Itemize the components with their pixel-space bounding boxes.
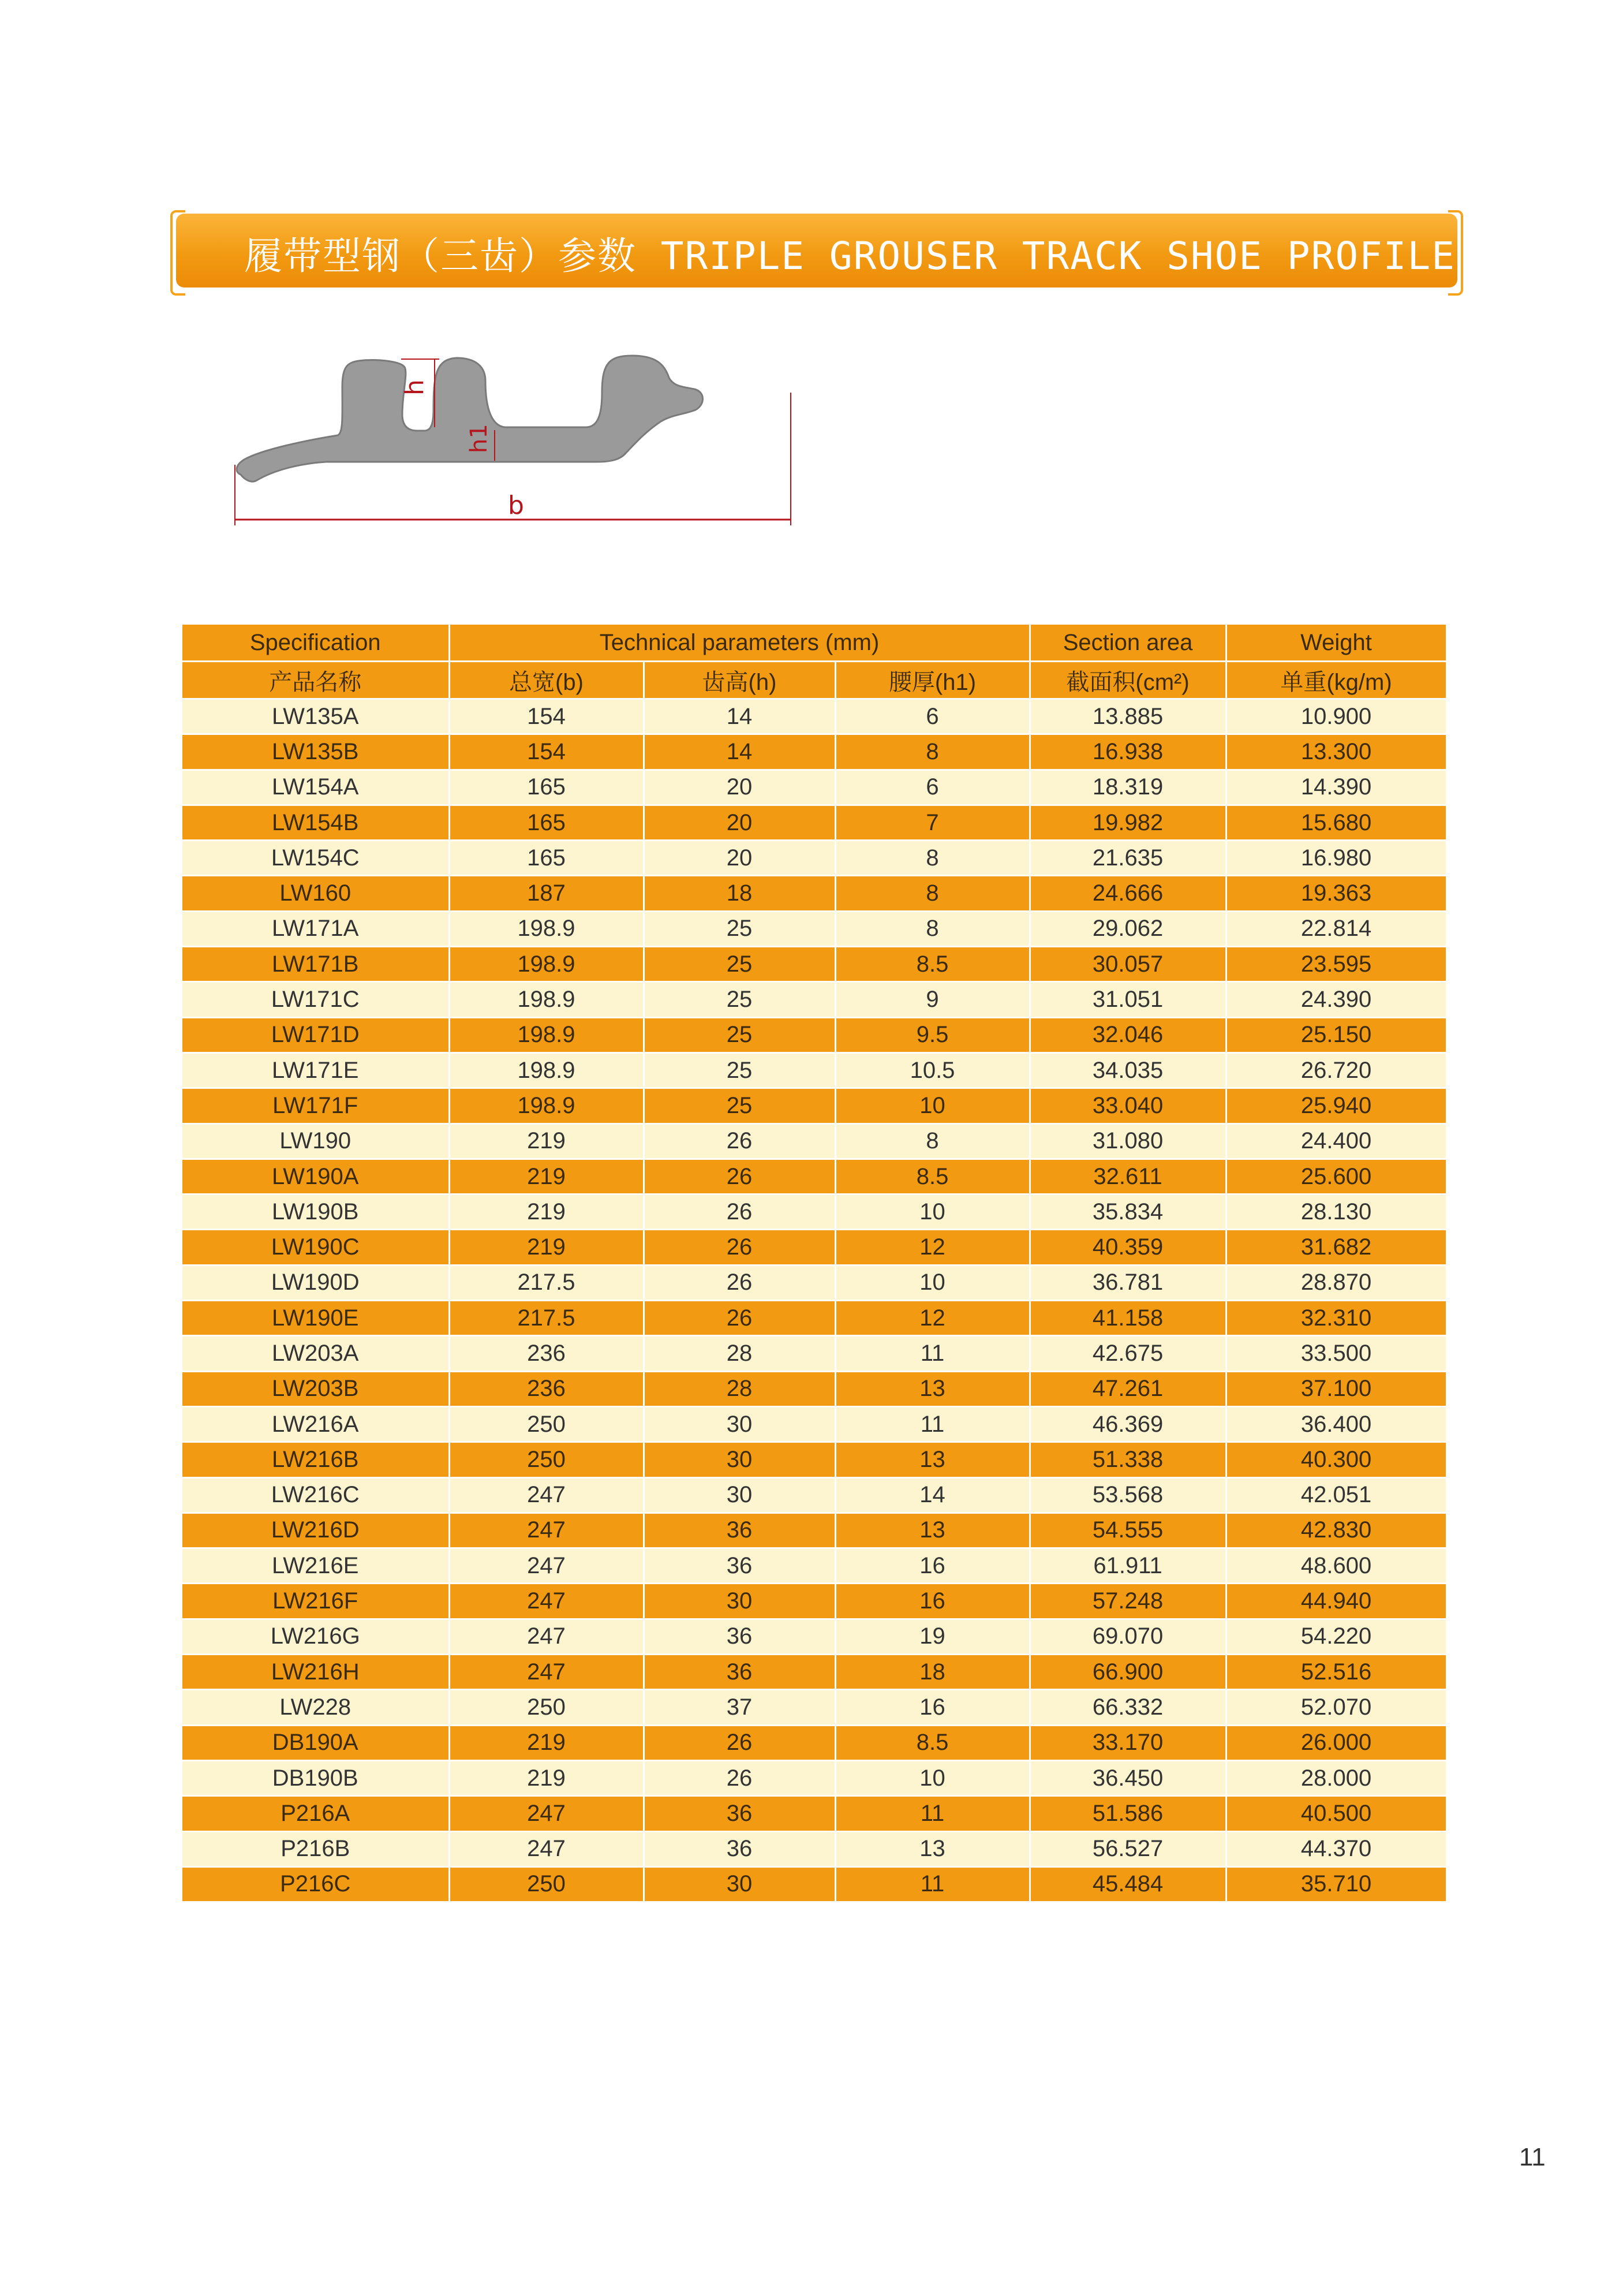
cell-weight: 24.400 xyxy=(1226,1123,1446,1159)
table-row xyxy=(182,805,1446,840)
header-weight: Weight xyxy=(1226,625,1446,662)
cell-grouser-height: 30 xyxy=(644,1477,835,1513)
cell-waist-thickness: 11 xyxy=(835,1336,1030,1371)
cell-weight: 25.150 xyxy=(1226,1017,1446,1052)
cell-total-width: 198.9 xyxy=(449,982,644,1017)
cell-waist-thickness: 14 xyxy=(835,1477,1030,1513)
cell-total-width: 198.9 xyxy=(449,947,644,982)
cell-waist-thickness: 13 xyxy=(835,1442,1030,1477)
cell-waist-thickness: 13 xyxy=(835,1513,1030,1548)
cell-waist-thickness: 19 xyxy=(835,1619,1030,1654)
cell-section-area: 40.359 xyxy=(1030,1230,1226,1265)
cell-section-area: 69.070 xyxy=(1030,1619,1226,1654)
cell-grouser-height: 26 xyxy=(644,1230,835,1265)
cell-total-width: 217.5 xyxy=(449,1265,644,1300)
cell-model: DB190B xyxy=(182,1760,449,1795)
cell-model: LW171F xyxy=(182,1088,449,1123)
cell-section-area: 34.035 xyxy=(1030,1052,1226,1088)
cell-model: DB190A xyxy=(182,1725,449,1760)
cell-section-area: 66.332 xyxy=(1030,1690,1226,1725)
cell-weight: 40.500 xyxy=(1226,1796,1446,1831)
cell-waist-thickness: 7 xyxy=(835,805,1030,840)
cell-weight: 54.220 xyxy=(1226,1619,1446,1654)
cell-grouser-height: 25 xyxy=(644,1017,835,1052)
cell-waist-thickness: 12 xyxy=(835,1230,1030,1265)
cell-model: LW203B xyxy=(182,1371,449,1406)
cell-weight: 32.310 xyxy=(1226,1301,1446,1336)
cell-waist-thickness: 8 xyxy=(835,876,1030,911)
cell-total-width: 250 xyxy=(449,1406,644,1442)
cell-grouser-height: 30 xyxy=(644,1406,835,1442)
table-body xyxy=(182,699,1446,1902)
cell-section-area: 19.982 xyxy=(1030,805,1226,840)
cell-section-area: 45.484 xyxy=(1030,1866,1226,1902)
cell-grouser-height: 26 xyxy=(644,1301,835,1336)
cell-waist-thickness: 16 xyxy=(835,1690,1030,1725)
cell-total-width: 247 xyxy=(449,1477,644,1513)
cell-total-width: 219 xyxy=(449,1725,644,1760)
cell-grouser-height: 26 xyxy=(644,1725,835,1760)
cell-waist-thickness: 9.5 xyxy=(835,1017,1030,1052)
cell-section-area: 30.057 xyxy=(1030,947,1226,982)
cell-model: LW203A xyxy=(182,1336,449,1371)
cell-model: LW216D xyxy=(182,1513,449,1548)
cell-grouser-height: 20 xyxy=(644,841,835,876)
cell-grouser-height: 18 xyxy=(644,876,835,911)
table-row xyxy=(182,982,1446,1017)
cell-total-width: 247 xyxy=(449,1831,644,1866)
cell-waist-thickness: 8 xyxy=(835,734,1030,770)
cell-total-width: 198.9 xyxy=(449,1017,644,1052)
cell-weight: 26.000 xyxy=(1226,1725,1446,1760)
table-row xyxy=(182,1301,1446,1336)
header-total-width: 总宽(b) xyxy=(449,662,644,699)
table-row xyxy=(182,1194,1446,1230)
cell-weight: 24.390 xyxy=(1226,982,1446,1017)
header-technical-parameters: Technical parameters (mm) xyxy=(449,625,1030,662)
table-row xyxy=(182,1584,1446,1619)
page-number: 11 xyxy=(1519,2143,1546,2171)
cell-waist-thickness: 11 xyxy=(835,1406,1030,1442)
cell-total-width: 247 xyxy=(449,1513,644,1548)
cell-section-area: 51.338 xyxy=(1030,1442,1226,1477)
cell-model: LW171A xyxy=(182,911,449,946)
cell-model: LW171E xyxy=(182,1052,449,1088)
cell-model: LW135B xyxy=(182,734,449,770)
cell-model: LW171B xyxy=(182,947,449,982)
cell-grouser-height: 36 xyxy=(644,1655,835,1690)
cell-model: LW154C xyxy=(182,841,449,876)
cell-total-width: 219 xyxy=(449,1194,644,1230)
cell-grouser-height: 28 xyxy=(644,1371,835,1406)
table-row xyxy=(182,1088,1446,1123)
cell-model: LW190A xyxy=(182,1159,449,1194)
cell-waist-thickness: 12 xyxy=(835,1301,1030,1336)
cell-grouser-height: 30 xyxy=(644,1866,835,1902)
cell-weight: 28.130 xyxy=(1226,1194,1446,1230)
cell-section-area: 36.450 xyxy=(1030,1760,1226,1795)
cell-total-width: 236 xyxy=(449,1371,644,1406)
cell-weight: 19.363 xyxy=(1226,876,1446,911)
cell-grouser-height: 25 xyxy=(644,911,835,946)
cell-model: LW216E xyxy=(182,1548,449,1584)
cell-model: P216C xyxy=(182,1866,449,1902)
cell-section-area: 31.080 xyxy=(1030,1123,1226,1159)
cell-waist-thickness: 8.5 xyxy=(835,1159,1030,1194)
cell-grouser-height: 14 xyxy=(644,699,835,734)
cell-section-area: 32.046 xyxy=(1030,1017,1226,1052)
header-grouser-height: 齿高(h) xyxy=(644,662,835,699)
cell-grouser-height: 25 xyxy=(644,1052,835,1088)
header-row-en xyxy=(182,625,1446,662)
cell-weight: 15.680 xyxy=(1226,805,1446,840)
label-b: b xyxy=(508,491,524,520)
cell-weight: 52.516 xyxy=(1226,1655,1446,1690)
cell-weight: 48.600 xyxy=(1226,1548,1446,1584)
cell-grouser-height: 25 xyxy=(644,947,835,982)
table-row xyxy=(182,1159,1446,1194)
table-row xyxy=(182,734,1446,770)
cell-section-area: 13.885 xyxy=(1030,699,1226,734)
cell-total-width: 187 xyxy=(449,876,644,911)
cell-model: LW216G xyxy=(182,1619,449,1654)
cell-model: LW135A xyxy=(182,699,449,734)
table-row xyxy=(182,1017,1446,1052)
cell-grouser-height: 14 xyxy=(644,734,835,770)
cell-grouser-height: 26 xyxy=(644,1265,835,1300)
cell-section-area: 36.781 xyxy=(1030,1265,1226,1300)
header-specification: Specification xyxy=(182,625,449,662)
cell-section-area: 61.911 xyxy=(1030,1548,1226,1584)
cell-total-width: 165 xyxy=(449,770,644,805)
cell-section-area: 42.675 xyxy=(1030,1336,1226,1371)
cell-waist-thickness: 10 xyxy=(835,1194,1030,1230)
cell-model: LW216H xyxy=(182,1655,449,1690)
cell-section-area: 29.062 xyxy=(1030,911,1226,946)
table-row xyxy=(182,770,1446,805)
cell-total-width: 165 xyxy=(449,841,644,876)
cell-weight: 35.710 xyxy=(1226,1866,1446,1902)
cell-total-width: 219 xyxy=(449,1159,644,1194)
cell-weight: 25.600 xyxy=(1226,1159,1446,1194)
cell-grouser-height: 20 xyxy=(644,805,835,840)
cell-grouser-height: 28 xyxy=(644,1336,835,1371)
cell-model: LW190B xyxy=(182,1194,449,1230)
cell-total-width: 219 xyxy=(449,1123,644,1159)
cell-weight: 16.980 xyxy=(1226,841,1446,876)
table-row xyxy=(182,1513,1446,1548)
cell-total-width: 247 xyxy=(449,1548,644,1584)
cell-grouser-height: 25 xyxy=(644,1088,835,1123)
table-row xyxy=(182,1230,1446,1265)
cell-waist-thickness: 8 xyxy=(835,911,1030,946)
cell-section-area: 57.248 xyxy=(1030,1584,1226,1619)
cell-weight: 31.682 xyxy=(1226,1230,1446,1265)
banner-left-bracket xyxy=(170,210,185,296)
cell-waist-thickness: 11 xyxy=(835,1866,1030,1902)
cell-waist-thickness: 10 xyxy=(835,1760,1030,1795)
cell-total-width: 198.9 xyxy=(449,1088,644,1123)
cell-total-width: 250 xyxy=(449,1866,644,1902)
cell-grouser-height: 20 xyxy=(644,770,835,805)
cell-total-width: 198.9 xyxy=(449,911,644,946)
table-row xyxy=(182,1442,1446,1477)
label-h: h xyxy=(400,379,429,395)
cell-waist-thickness: 13 xyxy=(835,1831,1030,1866)
cell-section-area: 47.261 xyxy=(1030,1371,1226,1406)
cell-waist-thickness: 8.5 xyxy=(835,1725,1030,1760)
cell-weight: 44.940 xyxy=(1226,1584,1446,1619)
cell-model: LW190D xyxy=(182,1265,449,1300)
table-row xyxy=(182,947,1446,982)
cell-weight: 36.400 xyxy=(1226,1406,1446,1442)
cell-grouser-height: 36 xyxy=(644,1796,835,1831)
cell-total-width: 247 xyxy=(449,1584,644,1619)
cell-waist-thickness: 11 xyxy=(835,1796,1030,1831)
cell-total-width: 247 xyxy=(449,1655,644,1690)
cell-section-area: 41.158 xyxy=(1030,1301,1226,1336)
cell-total-width: 250 xyxy=(449,1690,644,1725)
cell-total-width: 165 xyxy=(449,805,644,840)
header-unit-weight: 单重(kg/m) xyxy=(1226,662,1446,699)
cell-model: LW216B xyxy=(182,1442,449,1477)
table-row xyxy=(182,1760,1446,1795)
cell-section-area: 18.319 xyxy=(1030,770,1226,805)
cell-grouser-height: 26 xyxy=(644,1159,835,1194)
cell-section-area: 24.666 xyxy=(1030,876,1226,911)
cell-model: LW216F xyxy=(182,1584,449,1619)
cell-weight: 40.300 xyxy=(1226,1442,1446,1477)
cell-model: LW154A xyxy=(182,770,449,805)
cell-section-area: 56.527 xyxy=(1030,1831,1226,1866)
table-row xyxy=(182,1548,1446,1584)
cell-weight: 28.870 xyxy=(1226,1265,1446,1300)
label-h1: h1 xyxy=(466,424,492,453)
cell-section-area: 54.555 xyxy=(1030,1513,1226,1548)
cell-section-area: 33.040 xyxy=(1030,1088,1226,1123)
cell-model: LW190C xyxy=(182,1230,449,1265)
cell-total-width: 154 xyxy=(449,734,644,770)
cell-section-area: 32.611 xyxy=(1030,1159,1226,1194)
table-row xyxy=(182,911,1446,946)
cell-grouser-height: 36 xyxy=(644,1548,835,1584)
header-product-name: 产品名称 xyxy=(182,662,449,699)
cell-grouser-height: 30 xyxy=(644,1442,835,1477)
cell-waist-thickness: 8 xyxy=(835,841,1030,876)
cell-weight: 23.595 xyxy=(1226,947,1446,982)
specification-table xyxy=(182,625,1448,1903)
cell-model: LW190 xyxy=(182,1123,449,1159)
cell-waist-thickness: 18 xyxy=(835,1655,1030,1690)
cell-waist-thickness: 10.5 xyxy=(835,1052,1030,1088)
cell-grouser-height: 26 xyxy=(644,1123,835,1159)
cell-weight: 10.900 xyxy=(1226,699,1446,734)
cell-total-width: 219 xyxy=(449,1760,644,1795)
cell-section-area: 35.834 xyxy=(1030,1194,1226,1230)
cell-section-area: 31.051 xyxy=(1030,982,1226,1017)
cell-model: LW160 xyxy=(182,876,449,911)
table-row xyxy=(182,1371,1446,1406)
header-section-area: Section area xyxy=(1030,625,1226,662)
table-row xyxy=(182,699,1446,734)
cell-waist-thickness: 8.5 xyxy=(835,947,1030,982)
table-row xyxy=(182,1866,1446,1902)
page-title: 履带型钢（三齿）参数 TRIPLE GROUSER TRACK SHOE PROFILE xyxy=(244,234,1456,278)
cell-section-area: 21.635 xyxy=(1030,841,1226,876)
cell-weight: 14.390 xyxy=(1226,770,1446,805)
cell-waist-thickness: 6 xyxy=(835,770,1030,805)
cell-grouser-height: 36 xyxy=(644,1513,835,1548)
table-row xyxy=(182,1336,1446,1371)
table-row xyxy=(182,1406,1446,1442)
table-row xyxy=(182,1725,1446,1760)
cell-waist-thickness: 8 xyxy=(835,1123,1030,1159)
table-row xyxy=(182,1619,1446,1654)
track-shoe-profile-shape xyxy=(237,356,702,481)
cell-total-width: 247 xyxy=(449,1619,644,1654)
cell-grouser-height: 30 xyxy=(644,1584,835,1619)
cell-weight: 22.814 xyxy=(1226,911,1446,946)
cell-section-area: 46.369 xyxy=(1030,1406,1226,1442)
cell-grouser-height: 37 xyxy=(644,1690,835,1725)
header-row-cn xyxy=(182,662,1446,699)
cell-model: LW228 xyxy=(182,1690,449,1725)
cell-grouser-height: 25 xyxy=(644,982,835,1017)
cell-weight: 28.000 xyxy=(1226,1760,1446,1795)
title-banner xyxy=(176,214,1457,288)
table-row xyxy=(182,1796,1446,1831)
cell-weight: 37.100 xyxy=(1226,1371,1446,1406)
table-row xyxy=(182,1655,1446,1690)
cell-section-area: 16.938 xyxy=(1030,734,1226,770)
table-row xyxy=(182,841,1446,876)
cell-model: LW171D xyxy=(182,1017,449,1052)
table-row xyxy=(182,876,1446,911)
cell-weight: 44.370 xyxy=(1226,1831,1446,1866)
cell-waist-thickness: 13 xyxy=(835,1371,1030,1406)
cell-waist-thickness: 10 xyxy=(835,1265,1030,1300)
cell-grouser-height: 36 xyxy=(644,1619,835,1654)
table-row xyxy=(182,1690,1446,1725)
cell-weight: 42.051 xyxy=(1226,1477,1446,1513)
table-row xyxy=(182,1052,1446,1088)
table-row xyxy=(182,1265,1446,1300)
cell-model: P216B xyxy=(182,1831,449,1866)
cell-model: LW154B xyxy=(182,805,449,840)
cell-total-width: 217.5 xyxy=(449,1301,644,1336)
cell-waist-thickness: 6 xyxy=(835,699,1030,734)
table-row xyxy=(182,1831,1446,1866)
cell-model: P216A xyxy=(182,1796,449,1831)
cell-grouser-height: 36 xyxy=(644,1831,835,1866)
cell-section-area: 53.568 xyxy=(1030,1477,1226,1513)
cell-total-width: 236 xyxy=(449,1336,644,1371)
track-shoe-profile-diagram xyxy=(228,346,817,543)
cell-waist-thickness: 16 xyxy=(835,1548,1030,1584)
cell-model: LW171C xyxy=(182,982,449,1017)
cell-total-width: 247 xyxy=(449,1796,644,1831)
cell-total-width: 250 xyxy=(449,1442,644,1477)
cell-section-area: 66.900 xyxy=(1030,1655,1226,1690)
cell-model: LW216A xyxy=(182,1406,449,1442)
cell-waist-thickness: 10 xyxy=(835,1088,1030,1123)
cell-model: LW190E xyxy=(182,1301,449,1336)
cell-total-width: 219 xyxy=(449,1230,644,1265)
cell-waist-thickness: 16 xyxy=(835,1584,1030,1619)
cell-weight: 25.940 xyxy=(1226,1088,1446,1123)
cell-grouser-height: 26 xyxy=(644,1194,835,1230)
table-row xyxy=(182,1477,1446,1513)
cell-grouser-height: 26 xyxy=(644,1760,835,1795)
cell-weight: 13.300 xyxy=(1226,734,1446,770)
cell-weight: 52.070 xyxy=(1226,1690,1446,1725)
table-row xyxy=(182,1123,1446,1159)
header-waist-thickness: 腰厚(h1) xyxy=(835,662,1030,699)
cell-total-width: 198.9 xyxy=(449,1052,644,1088)
cell-weight: 42.830 xyxy=(1226,1513,1446,1548)
cell-waist-thickness: 9 xyxy=(835,982,1030,1017)
cell-section-area: 33.170 xyxy=(1030,1725,1226,1760)
cell-section-area: 51.586 xyxy=(1030,1796,1226,1831)
cell-total-width: 154 xyxy=(449,699,644,734)
cell-model: LW216C xyxy=(182,1477,449,1513)
cell-weight: 33.500 xyxy=(1226,1336,1446,1371)
header-section-area-cn: 截面积(cm²) xyxy=(1030,662,1226,699)
cell-weight: 26.720 xyxy=(1226,1052,1446,1088)
